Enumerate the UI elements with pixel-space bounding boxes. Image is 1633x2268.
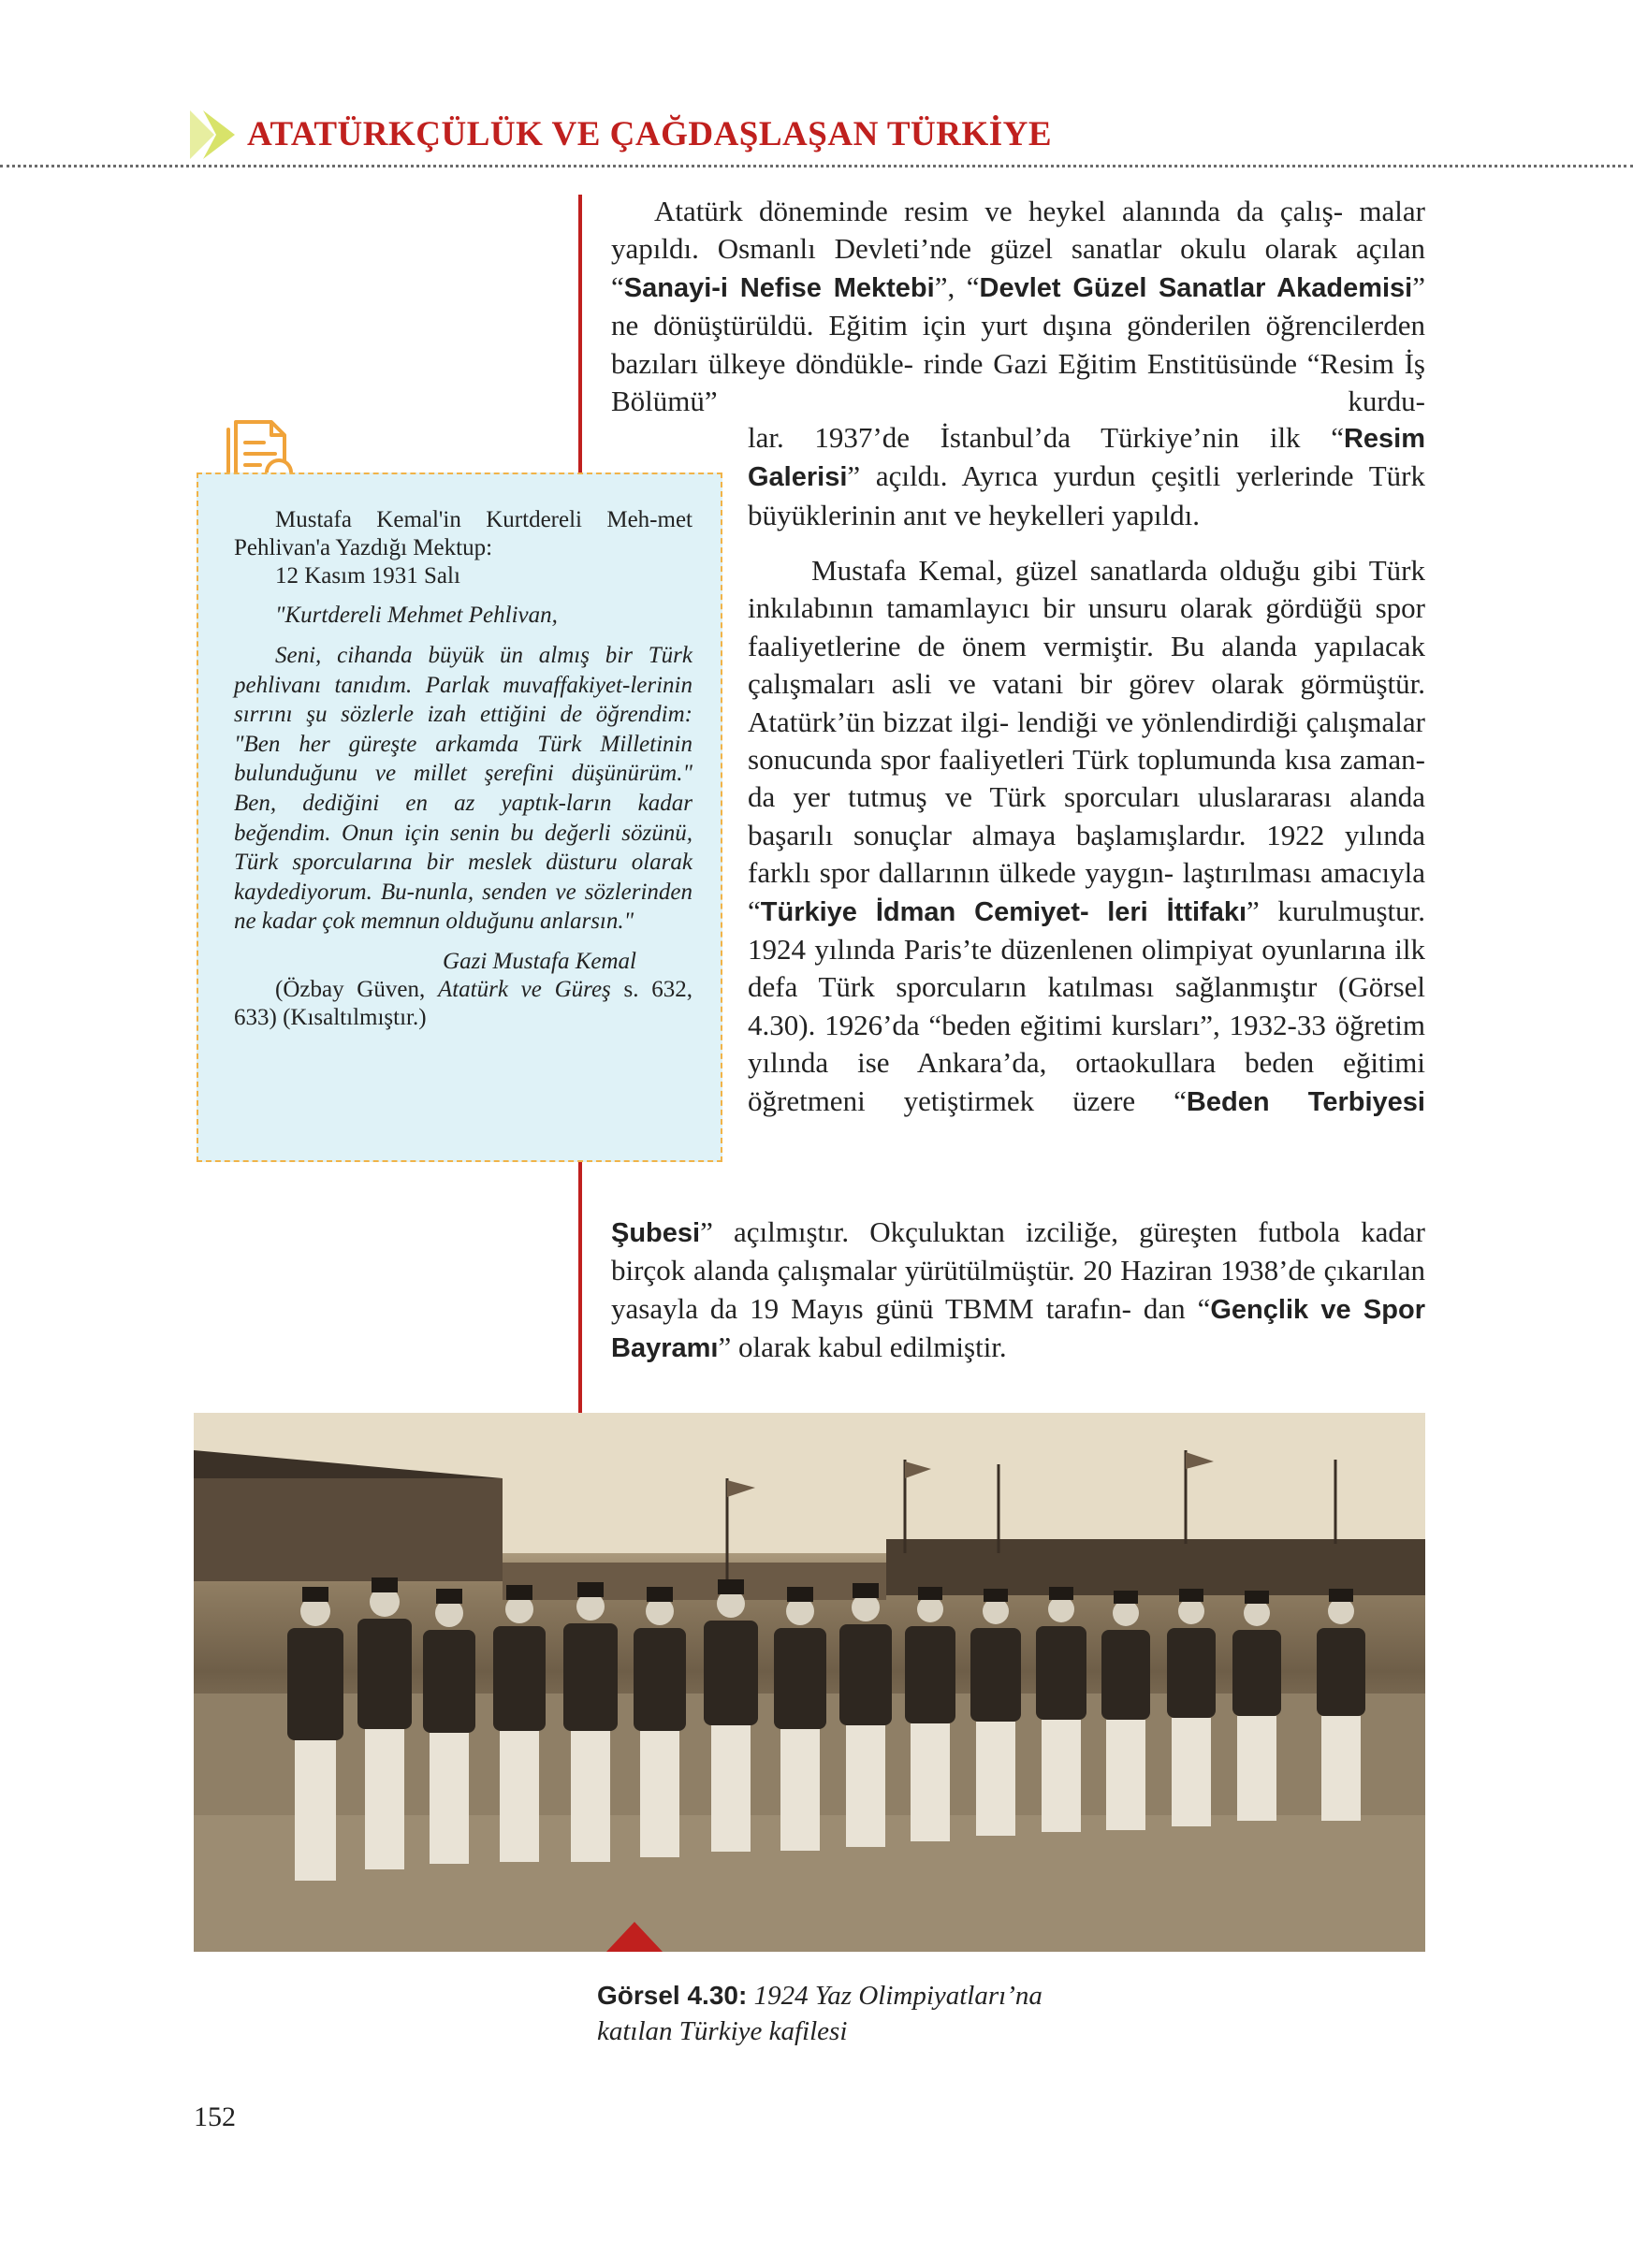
paragraph-2-wide: [611, 1214, 1425, 1368]
page-title: ATATÜRKÇÜLÜK VE ÇAĞDAŞLAŞAN TÜRKİYE: [247, 115, 1053, 153]
text-line: laştırılması amacıyla “: [748, 856, 1426, 927]
text-line: dışına gönderilen öğrencilerden bazıları ülkeye döndükle-: [611, 309, 1426, 380]
text-line: yılında ise Ankara’da, ortaokullara beden eğitimi: [748, 1046, 1425, 1080]
letter-date: 12 Kasım 1931 Salı: [275, 563, 460, 589]
text-line: lar. 1937’de İstanbul’da Türkiye’nin ilk “: [748, 421, 1344, 454]
text-line: rinde Gazi Eğitim Enstitüsünde “Resim İş Bölümü” kurdu-: [611, 346, 1425, 418]
bold-term: Gençlik ve Spor Bayramı: [611, 1294, 1425, 1364]
text-line: kadar birçok alanda çalışmalar yürütülmüştür. 20 Haziran: [611, 1215, 1425, 1287]
bold-term: Sanatlar Akademisi: [1158, 272, 1413, 303]
text-line: spor faaliyetleri Türk toplumunda kısa zaman-: [880, 743, 1425, 777]
source-pages: s. 632, 633: [234, 976, 693, 1030]
bold-term: Resim: [1343, 424, 1425, 454]
text-line: öğretmeni yetiştirmek üzere “: [748, 1083, 1187, 1117]
letter-body: Seni, cihanda büyük ün almış bir Türk pehlivanı tanıdım. Parlak muvaffakiyet-lerinin sırrını şu sözlerle izah ettiğini de öğrendim: "Ben her güreşte arkamda Türk Milletinin bulunduğunu ve millet şerefini düşünürüm." Ben, dediğini en az yaptık-ların kadar beğendim. Onun için senin bu değerli sözünü, Türk sporcularına bir meslek düsturu olarak kaydediyorum. Bu-nunla, senden ve sözlerinden ne kadar çok memnun olduğunu anlarsın.": [234, 643, 693, 935]
text-line: alanda başarılı sonuçlar almaya başlamışlardır.: [748, 780, 1425, 851]
text-line: ”, “: [934, 269, 980, 303]
letter-source: [234, 976, 693, 1032]
letter-heading: Mustafa Kemal'in Kurtdereli Meh-met Pehlivan'a Yazdığı Mektup:: [234, 507, 693, 560]
text-line: ” açılmıştır. Okçuluktan izciliğe, güreşten futbola: [700, 1215, 1341, 1248]
letter-signature: Gazi Mustafa Kemal: [443, 948, 636, 974]
bold-term: Galerisi: [748, 462, 848, 493]
header-divider: [0, 165, 1633, 167]
source-author: (Özbay Güven,: [275, 976, 438, 1002]
bold-term: Devlet Güzel: [979, 272, 1147, 303]
source-title: Atatürk ve Güreş: [437, 976, 611, 1002]
text-line: görev olarak görmüştür. Atatürk’ün bizzat ilgi-: [748, 667, 1426, 738]
paragraph-1-bottom: [748, 419, 1425, 534]
text-line: lendiği ve yönlendirdiği çalışmalar sonucunda: [748, 705, 1426, 777]
figure-label: Görsel 4.30:: [597, 1981, 748, 2010]
caption-line-2: katılan Türkiye kafilesi: [597, 2016, 848, 2046]
bold-term: Şubesi: [611, 1218, 701, 1248]
bold-term: Sanayi-i Nefise Mektebi: [623, 272, 935, 303]
bold-term: Türkiye İdman Cemiyet-: [760, 896, 1089, 927]
chevron-bullet-icon: [190, 110, 235, 159]
paragraph-2-narrow: [748, 552, 1425, 1121]
figure-caption: [597, 1978, 1252, 2049]
text-line: da yer tutmuş ve Türk sporcuları uluslararası: [748, 780, 1332, 814]
text-line: sporcuların katılması sağlanmıştır (Görsel 4.30).: [748, 970, 1426, 1041]
olympics-team-photo: [194, 1413, 1425, 1952]
bold-term: Beden Terbiyesi: [1186, 1086, 1425, 1117]
paragraph-1-top: [611, 193, 1425, 420]
text-line: 1926’da “beden eğitimi kursları”, 1932-33 öğretim: [824, 1008, 1426, 1041]
page-number: 152: [194, 2101, 236, 2132]
text-line: ” olarak kabul edilmiştir.: [718, 1330, 1007, 1364]
text-line: Mustafa Kemal, güzel sanatlarda olduğu gibi: [811, 554, 1358, 587]
letter-salutation: "Kurtdereli Mehmet Pehlivan,: [275, 603, 558, 628]
text-line: olarak açılan “: [611, 232, 1426, 303]
letter-box: [197, 472, 722, 1162]
text-line: gördüğü spor faaliyetlerine de önem vermiştir.: [748, 591, 1425, 662]
text-line: ” açıldı. Ayrıca yurdun çeşitli yerlerinde: [847, 459, 1354, 493]
text-line: ” kurulmuştur. 1924 yılında Paris’te: [748, 894, 1425, 967]
text-line: 1922 yılında farklı spor dallarının ülkede yaygın-: [748, 818, 1426, 890]
bold-term: leri İttifakı: [1107, 896, 1247, 927]
text-line: düzenlenen olimpiyat oyunlarına ilk defa Türk: [748, 933, 1425, 1004]
text-line: Atatürk döneminde resim ve heykel alanında da çalış-: [654, 195, 1344, 227]
text-line: 1938’de çıkarılan yasayla da 19 Mayıs günü TBMM tarafın-: [611, 1254, 1426, 1325]
text-line: malar yapıldı. Osmanlı Devleti’nde güzel sanatlar okulu: [611, 195, 1425, 266]
source-note: ) (Kısaltılmıştır.): [269, 1004, 427, 1030]
text-line: dan “: [1143, 1291, 1211, 1325]
text-line: Türk inkılabının tamamlayıcı bir unsuru olarak: [748, 554, 1425, 625]
text-line: Türk büyüklerinin anıt ve heykelleri yapıldı.: [748, 459, 1425, 531]
text-line: Bu alanda yapılacak çalışmaları asli ve vatani bir: [748, 629, 1425, 701]
caption-line-1: 1924 Yaz Olimpiyatları’na: [747, 1981, 1042, 2011]
text-line: ” ne dönüştürüldü. Eğitim için yurt: [611, 269, 1425, 342]
caption-pointer-icon: [606, 1922, 663, 1952]
